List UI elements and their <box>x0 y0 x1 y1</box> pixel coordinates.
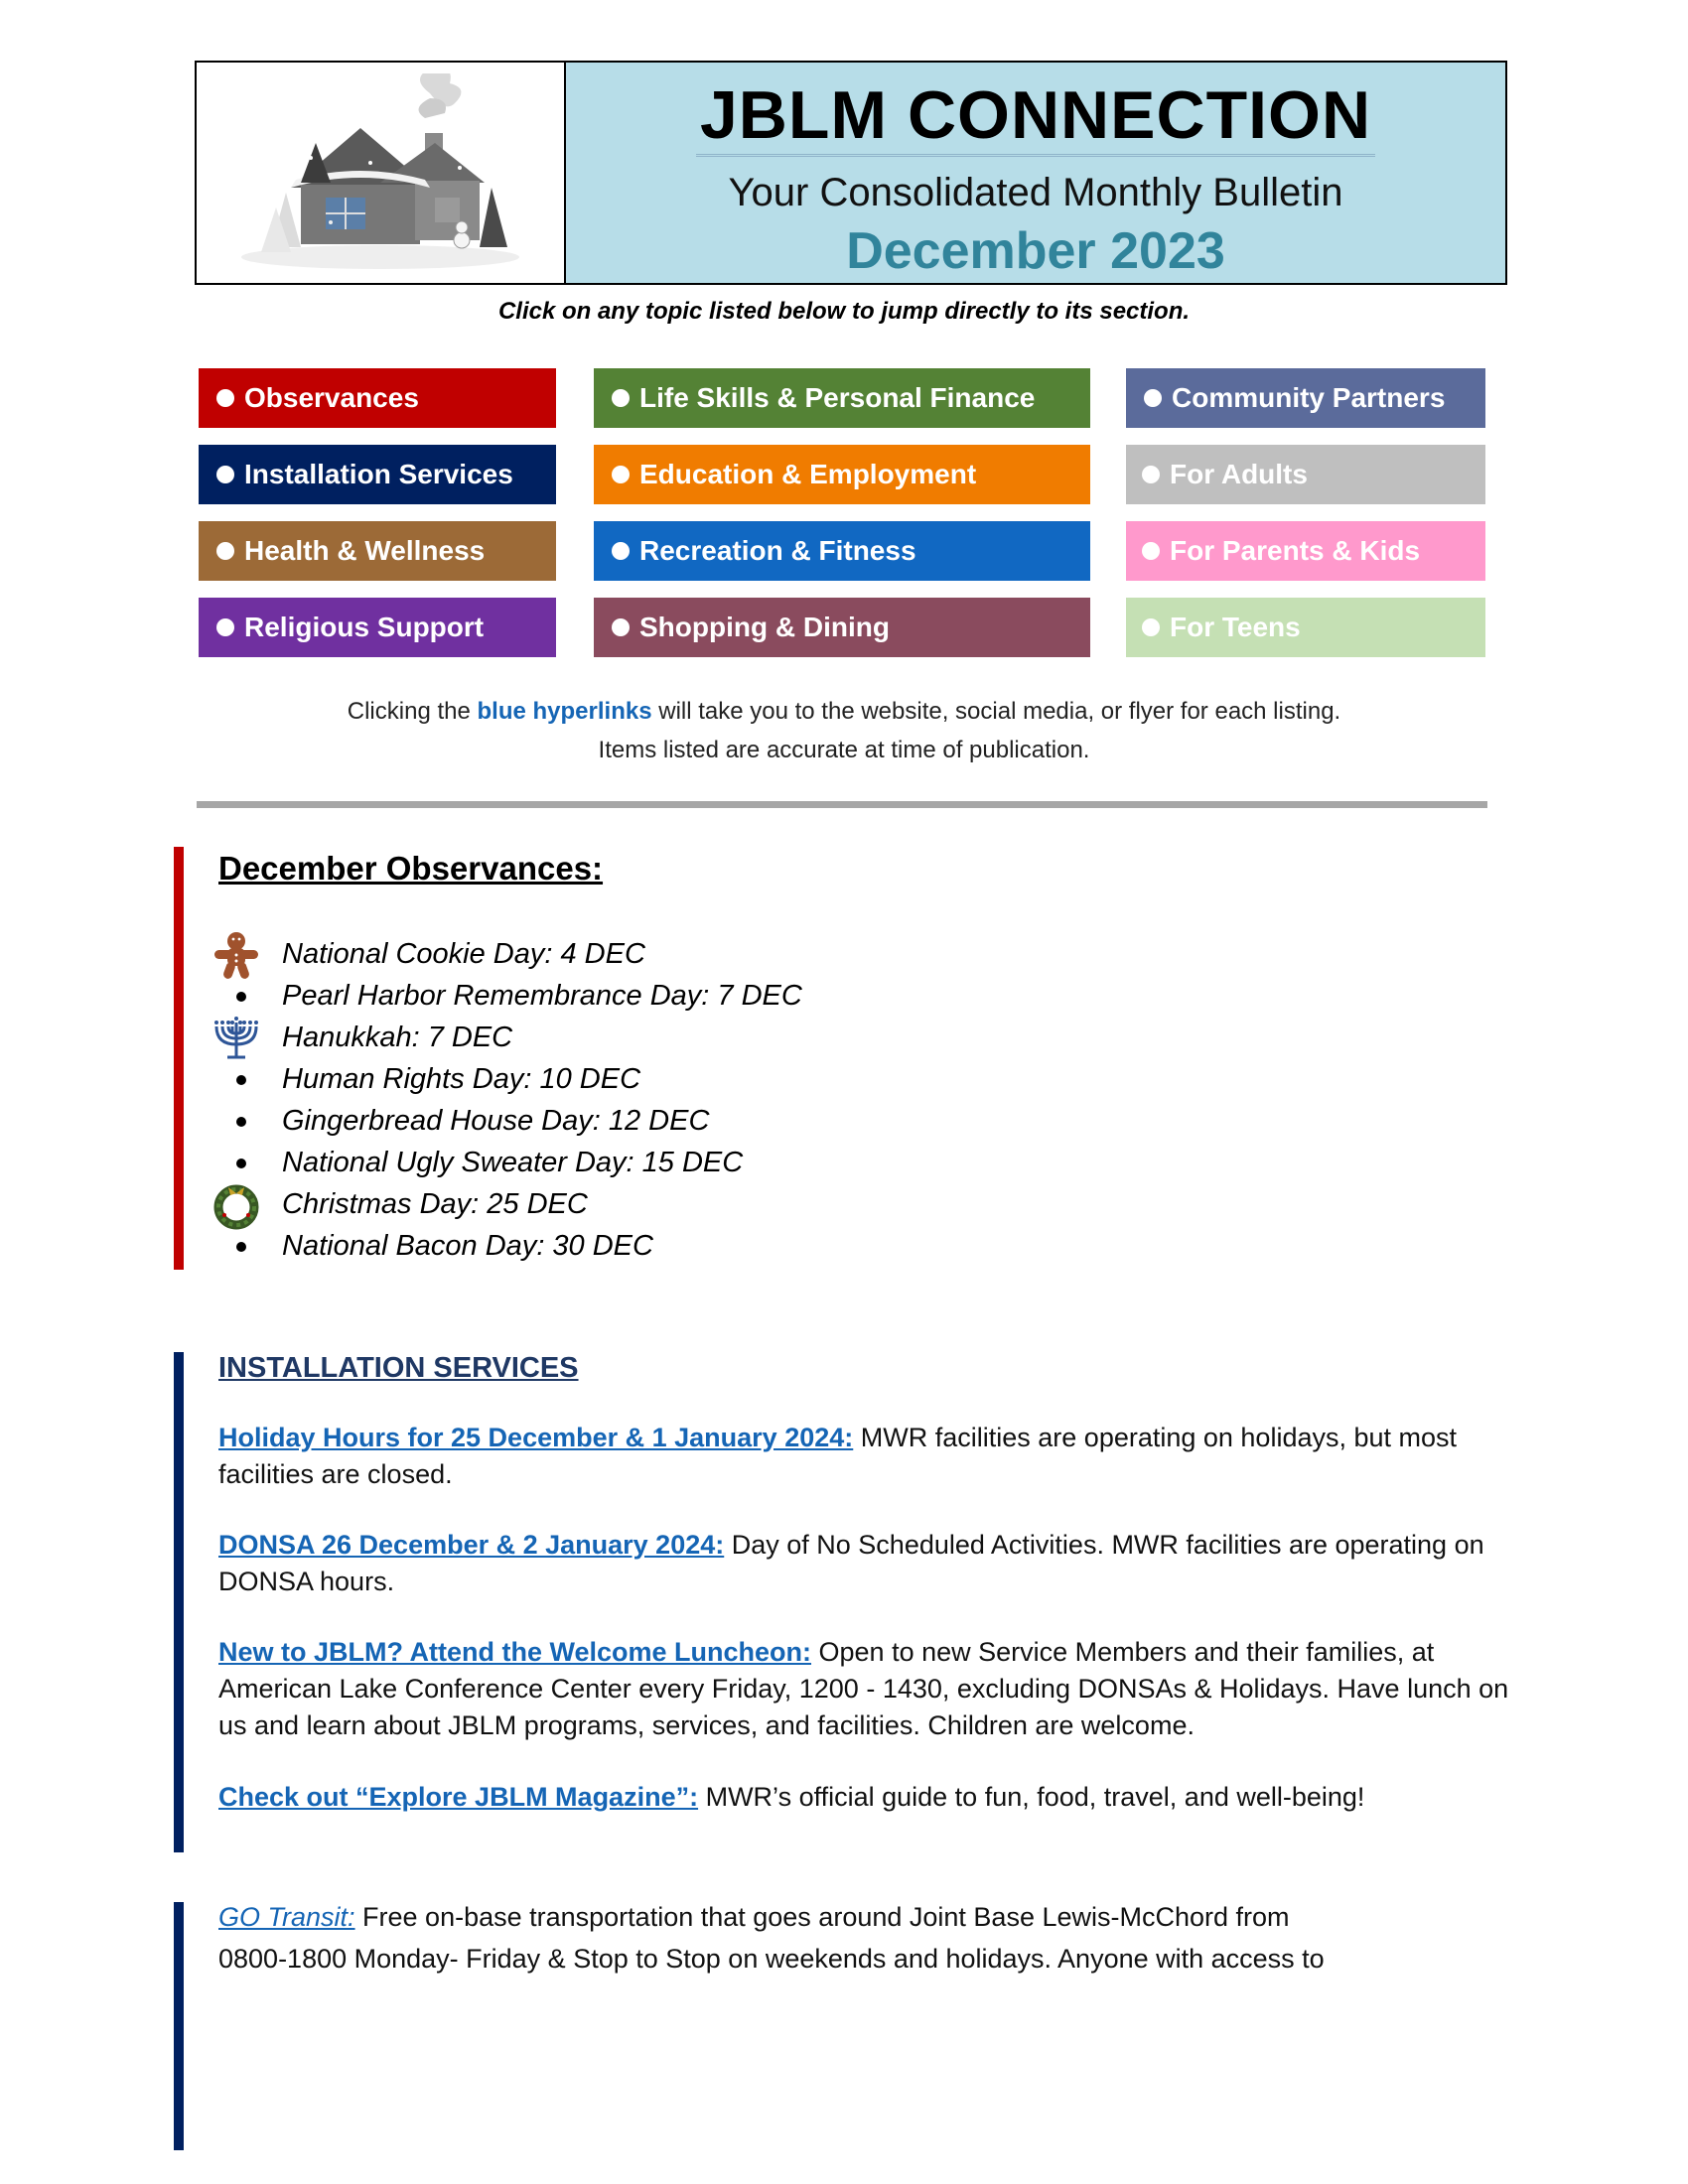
nav-label: Life Skills & Personal Finance <box>639 382 1036 413</box>
observance-text: National Cookie Day: 4 DEC <box>282 938 645 970</box>
donsa-entry <box>218 1527 1509 1600</box>
observance-text: Christmas Day: 25 DEC <box>282 1188 588 1220</box>
snowy-house-icon <box>231 73 529 272</box>
nav-label: Observances <box>244 382 419 413</box>
nav-observances[interactable] <box>199 368 556 428</box>
explore-magazine-link[interactable]: Check out “Explore JBLM Magazine”: <box>218 1782 699 1812</box>
observance-text: National Bacon Day: 30 DEC <box>282 1230 653 1262</box>
bulletin-subtitle: Your Consolidated Monthly Bulletin <box>728 171 1343 214</box>
holiday-hours-entry <box>218 1420 1509 1493</box>
go-transit-entry <box>218 1896 1360 1979</box>
bullet-icon <box>216 466 234 483</box>
wreath-icon <box>211 1179 262 1231</box>
observances-accent-bar <box>174 847 184 1270</box>
nav-label: Shopping & Dining <box>639 612 890 642</box>
observance-text: Pearl Harbor Remembrance Day: 7 DEC <box>282 980 802 1012</box>
nav-shopping-dining[interactable] <box>594 598 1090 657</box>
observance-text: Gingerbread House Day: 12 DEC <box>282 1105 710 1137</box>
nav-label: For Teens <box>1170 612 1301 642</box>
nav-installation-services[interactable] <box>199 445 556 504</box>
explore-magazine-entry <box>218 1779 1509 1816</box>
donsa-link[interactable]: DONSA 26 December & 2 January 2024: <box>218 1530 725 1560</box>
bullet-icon <box>216 618 234 636</box>
header-title-panel <box>566 63 1505 283</box>
nav-label: Education & Employment <box>639 459 977 489</box>
nav-for-adults[interactable] <box>1126 445 1485 504</box>
bulletin-header <box>195 61 1507 285</box>
list-item <box>209 933 802 975</box>
nav-religious-support[interactable] <box>199 598 556 657</box>
observances-list <box>209 933 802 1267</box>
entry-text: MWR’s official guide to fun, food, travel, and well-being! <box>698 1782 1365 1812</box>
entry-text: Open to new Service Members and their families, at American Lake Conference Center every Friday, 1200 - 1430, excluding DONSAs & Holidays. Have lunch on us and learn about JBLM programs, services, and facilities. Children are welcome. <box>218 1637 1509 1740</box>
bullet-icon <box>612 542 630 560</box>
welcome-luncheon-entry <box>218 1634 1509 1744</box>
observances-heading: December Observances: <box>218 850 604 887</box>
gingerbread-man-icon <box>211 929 262 981</box>
bullet-icon <box>236 1242 246 1252</box>
hyperlink-note <box>0 698 1688 726</box>
go-transit-link[interactable]: GO Transit: <box>218 1902 355 1932</box>
bullet-icon <box>612 389 630 407</box>
list-item <box>209 975 802 1017</box>
list-item <box>209 1100 802 1142</box>
winter-house-illustration <box>197 63 566 283</box>
list-item <box>209 1058 802 1100</box>
nav-community-partners[interactable] <box>1126 368 1485 428</box>
bullet-icon <box>1142 542 1160 560</box>
observance-text: National Ugly Sweater Day: 15 DEC <box>282 1147 744 1178</box>
bulletin-date: December 2023 <box>846 222 1225 280</box>
nav-label: Recreation & Fitness <box>639 535 916 566</box>
nav-parents-kids[interactable] <box>1126 521 1485 581</box>
nav-for-teens[interactable] <box>1126 598 1485 657</box>
blue-hyperlinks-link[interactable]: blue hyperlinks <box>477 698 652 725</box>
installation-accent-bar <box>174 1352 184 1852</box>
jump-instructions: Click on any topic listed below to jump directly to its section. <box>497 298 1191 325</box>
accuracy-note: Items listed are accurate at time of publication. <box>598 737 1090 763</box>
nav-label: For Adults <box>1170 459 1308 489</box>
list-item <box>209 1183 802 1225</box>
nav-label: Religious Support <box>244 612 485 642</box>
bullet-icon <box>612 618 630 636</box>
welcome-luncheon-link[interactable]: New to JBLM? Attend the Welcome Luncheon: <box>218 1637 812 1667</box>
bullet-icon <box>216 389 234 407</box>
entry-text: Day of No Scheduled Activities. MWR facilities are operating on DONSA hours. <box>218 1530 1484 1596</box>
list-item <box>209 1142 802 1183</box>
bulletin-title: JBLM CONNECTION <box>696 76 1375 157</box>
nav-education-employment[interactable] <box>594 445 1090 504</box>
hyperlink-note-pre: Clicking the <box>347 698 478 725</box>
nav-label: For Parents & Kids <box>1170 535 1421 566</box>
holiday-hours-link[interactable]: Holiday Hours for 25 December & 1 January 2024: <box>218 1423 854 1452</box>
entry-text: MWR facilities are operating on holidays, but most facilities are closed. <box>218 1423 1458 1489</box>
entry-text: Free on-base transportation that goes around Joint Base Lewis-McChord from 0800-1800 Monday- Friday & Stop to Stop on weekends and holidays. Anyone with access to <box>218 1902 1325 1974</box>
nav-label: Health & Wellness <box>244 535 486 566</box>
bullet-icon <box>1142 466 1160 483</box>
bullet-icon <box>236 1159 246 1168</box>
nav-health-wellness[interactable] <box>199 521 556 581</box>
bullet-icon <box>612 466 630 483</box>
list-item <box>209 1225 802 1267</box>
bullet-icon <box>236 1075 246 1085</box>
bullet-icon <box>236 992 246 1002</box>
section-divider <box>197 801 1487 808</box>
nav-life-skills[interactable] <box>594 368 1090 428</box>
nav-label: Community Partners <box>1172 382 1446 413</box>
observance-text: Hanukkah: 7 DEC <box>282 1022 513 1053</box>
bullet-icon <box>1144 389 1162 407</box>
hyperlink-note-post: will take you to the website, social media, or flyer for each listing. <box>651 698 1341 725</box>
menorah-icon <box>211 1013 262 1064</box>
nav-recreation-fitness[interactable] <box>594 521 1090 581</box>
bullet-icon <box>236 1117 246 1127</box>
observance-text: Human Rights Day: 10 DEC <box>282 1063 641 1095</box>
nav-label: Installation Services <box>244 459 513 489</box>
bullet-icon <box>216 542 234 560</box>
transit-accent-bar <box>174 1902 184 2150</box>
bullet-icon <box>1142 618 1160 636</box>
installation-services-heading: INSTALLATION SERVICES <box>218 1352 579 1384</box>
list-item <box>209 1017 802 1058</box>
